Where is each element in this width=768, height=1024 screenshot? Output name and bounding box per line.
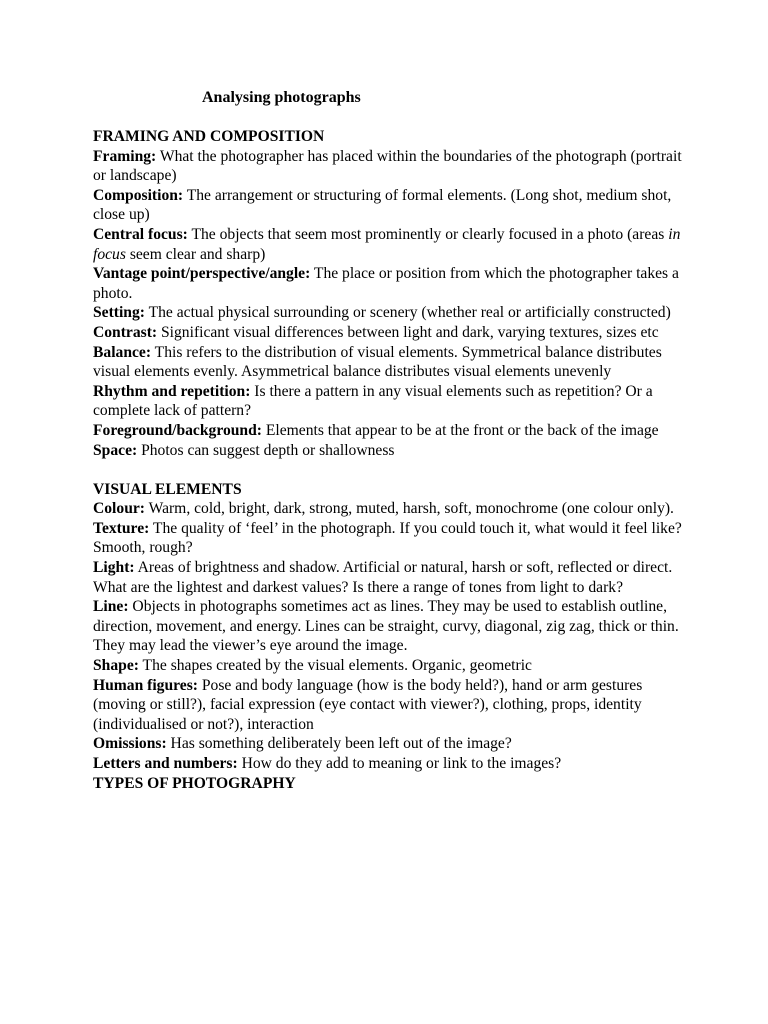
entry-term: Omissions: [93,735,167,753]
entry-text: The shapes created by the visual elements. Organic, geometric [138,657,532,675]
section-spacer [93,460,683,480]
entry-term: Foreground/background: [93,421,262,439]
entry-texture [93,519,683,558]
entry-term: Line: [93,598,129,616]
entry-vantage-point [93,264,683,303]
entry-text: The actual physical surrounding or scenery (whether real or artificially constructed) [144,304,671,322]
entry-term: Balance: [93,343,152,361]
entry-term: Texture: [93,519,150,537]
section-heading-types-of-photography: TYPES OF PHOTOGRAPHY [93,774,296,792]
entry-line [93,597,683,656]
entry-emphasis: in focus [93,225,681,263]
entry-space [93,441,683,461]
entry-term: Shape: [93,657,139,675]
entry-foreground-background [93,421,683,441]
entry-term: Vantage point/perspective/angle: [93,265,311,283]
entry-term: Letters and numbers: [93,755,238,772]
entry-text: This refers to the distribution of visual elements. Symmetrical balance distributes visual elements evenly. Asymmetrical balance distributes visual elements unevenly [93,343,662,381]
entry-text: Pose and body language (how is the body held?), hand or arm gestures (moving or still?), facial expression (eye contact with viewer?), clothing, props, identity (individualised or not?), interaction [93,676,643,733]
entry-text: seem clear and sharp) [125,245,266,263]
entry-text: Objects in photographs sometimes act as lines. They may be used to establish outline, direction, movement, and energy. Lines can be straight, curvy, diagonal, zig zag, thick or thin. They may lead the viewer’s eye around the image. [93,598,679,655]
section-heading-visual-elements: VISUAL ELEMENTS [93,480,242,498]
entry-light [93,558,683,597]
entry-contrast [93,323,683,343]
entry-text: Elements that appear to be at the front or the back of the image [261,421,659,439]
entry-human-figures [93,676,683,735]
entry-colour [93,499,683,519]
entry-text: Warm, cold, bright, dark, strong, muted, harsh, soft, monochrome (one colour only). [144,500,674,518]
entry-text: What the photographer has placed within the boundaries of the photograph (portrait or landscape) [93,147,682,185]
entry-term: Central focus: [93,225,188,243]
entry-term: Light: [93,559,135,577]
entry-term: Framing: [93,147,157,165]
entry-central-focus [93,225,683,264]
entry-composition [93,186,683,225]
entry-rhythm-repetition [93,382,683,421]
entry-text: Is there a pattern in any visual elements such as repetition? Or a complete lack of pattern? [93,382,653,420]
entry-term: Human figures: [93,676,198,694]
entry-text: Photos can suggest depth or shallowness [137,441,395,459]
entry-letters-numbers [93,754,683,774]
entry-shape [93,656,683,676]
entry-text: How do they add to meaning or link to the images? [237,755,562,772]
entry-text: The place or position from which the photographer takes a photo. [93,265,679,302]
entry-text: Areas of brightness and shadow. Artificial or natural, harsh or soft, reflected or direct. What are the lightest and darkest values? Is there a range of tones from light to dark? [93,559,673,596]
entry-setting [93,303,683,323]
entry-term: Colour: [93,500,145,518]
entry-text: Significant visual differences between light and dark, varying textures, sizes etc [157,323,659,341]
entry-balance [93,343,683,382]
entry-text: The objects that seem most prominently or clearly focused in a photo (areas [187,225,669,243]
entry-text: The quality of ‘feel’ in the photograph. If you could touch it, what would it feel like? Smooth, rough? [93,519,682,557]
entry-framing [93,147,683,186]
entry-text: Has something deliberately been left out of the image? [166,735,512,753]
entry-term: Setting: [93,304,145,322]
document-title: Analysing photographs [202,89,361,106]
entry-term: Rhythm and repetition: [93,382,251,400]
section-heading-framing: FRAMING AND COMPOSITION [93,128,325,145]
entry-term: Composition: [93,186,184,204]
document-body [93,127,683,793]
entry-text: The arrangement or structuring of formal elements. (Long shot, medium shot, close up) [93,186,672,224]
entry-term: Contrast: [93,323,158,341]
entry-omissions [93,734,683,754]
entry-term: Space: [93,441,138,459]
